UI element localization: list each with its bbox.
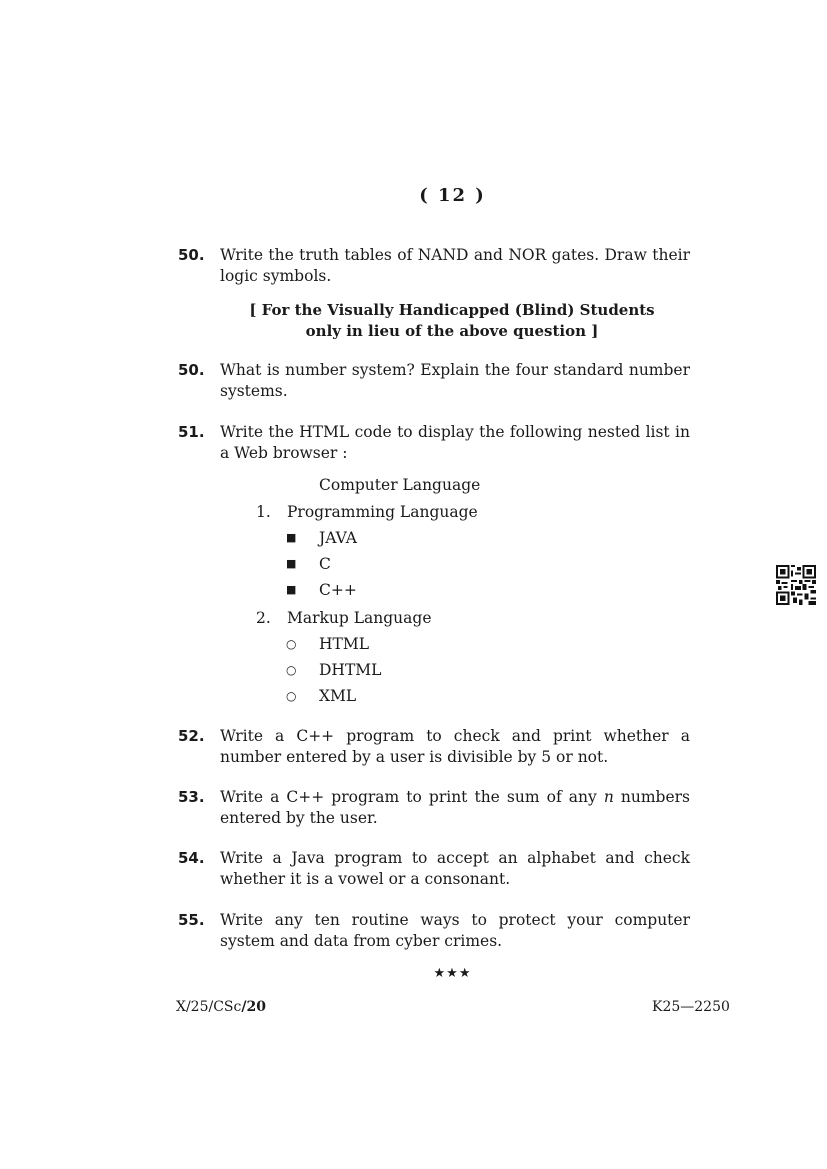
- question-50-alt: [178, 360, 690, 402]
- print-code: K25—2250: [652, 999, 730, 1015]
- list-marker: 2.: [256, 609, 271, 627]
- question-number: 54.: [178, 849, 205, 867]
- question-text: Write the HTML code to display the following nested list in a Web browser :: [220, 423, 690, 462]
- circle-bullet-icon: ○: [286, 663, 297, 677]
- circle-bullet-icon: ○: [286, 689, 297, 703]
- unordered-list-item: [286, 581, 357, 599]
- unordered-list-item: [286, 555, 331, 573]
- note-line-2: only in lieu of the above question ]: [305, 322, 599, 340]
- question-number: 50.: [178, 246, 205, 264]
- question-number: 55.: [178, 911, 205, 929]
- paper-code-prefix: X/25/CSc: [176, 999, 242, 1015]
- question-54: [178, 848, 690, 890]
- paper-code: [176, 999, 266, 1015]
- unordered-list-item: [286, 529, 357, 547]
- question-51: [178, 422, 690, 464]
- question-number: 50.: [178, 361, 205, 379]
- question-53: [178, 787, 690, 829]
- list-item-text: HTML: [319, 635, 370, 653]
- nested-list-title: Computer Language: [319, 476, 481, 494]
- question-number: 53.: [178, 788, 205, 806]
- text-part: numbers entered by the user.: [220, 788, 690, 827]
- question-number: 52.: [178, 727, 205, 745]
- question-text: Write the truth tables of NAND and NOR gates. Draw their logic symbols.: [220, 246, 690, 285]
- unordered-list-item: [286, 661, 381, 679]
- paper-code-suffix: /20: [241, 999, 266, 1015]
- page-number: ( 12 ): [419, 185, 486, 206]
- text-part: Write a C++ program to print the sum of any: [220, 788, 604, 806]
- list-label: Programming Language: [287, 503, 478, 521]
- question-text: What is number system? Explain the four standard number systems.: [220, 361, 690, 400]
- list-item-text: DHTML: [319, 661, 382, 679]
- qr-code-icon: [776, 565, 816, 605]
- ordered-list-item: [256, 609, 432, 627]
- variable-n: n: [603, 788, 614, 806]
- list-item-text: C: [319, 555, 331, 573]
- note-line-1: [ For the Visually Handicapped (Blind) Students: [249, 301, 655, 319]
- question-52: [178, 726, 690, 768]
- unordered-list-item: [286, 635, 369, 653]
- question-text: [220, 787, 690, 829]
- list-item-text: C++: [319, 581, 357, 599]
- list-label: Markup Language: [287, 609, 432, 627]
- blind-students-note: [220, 300, 684, 342]
- square-bullet-icon: ■: [286, 531, 297, 544]
- question-50: [178, 245, 690, 287]
- question-text: Write a Java program to accept an alphabet and check whether it is a vowel or a consonant.: [220, 849, 690, 888]
- question-text: Write any ten routine ways to protect your computer system and data from cyber crimes.: [220, 911, 690, 950]
- list-item-text: JAVA: [319, 529, 357, 547]
- question-text: Write a C++ program to check and print whether a number entered by a user is divisible by 5 or not.: [220, 727, 690, 766]
- list-marker: 1.: [256, 503, 271, 521]
- end-mark: ★★★: [433, 966, 472, 981]
- unordered-list-item: [286, 687, 356, 705]
- square-bullet-icon: ■: [286, 557, 297, 570]
- list-item-text: XML: [319, 687, 357, 705]
- question-55: [178, 910, 690, 952]
- question-number: 51.: [178, 423, 205, 441]
- ordered-list-item: [256, 503, 478, 521]
- circle-bullet-icon: ○: [286, 637, 297, 651]
- square-bullet-icon: ■: [286, 583, 297, 596]
